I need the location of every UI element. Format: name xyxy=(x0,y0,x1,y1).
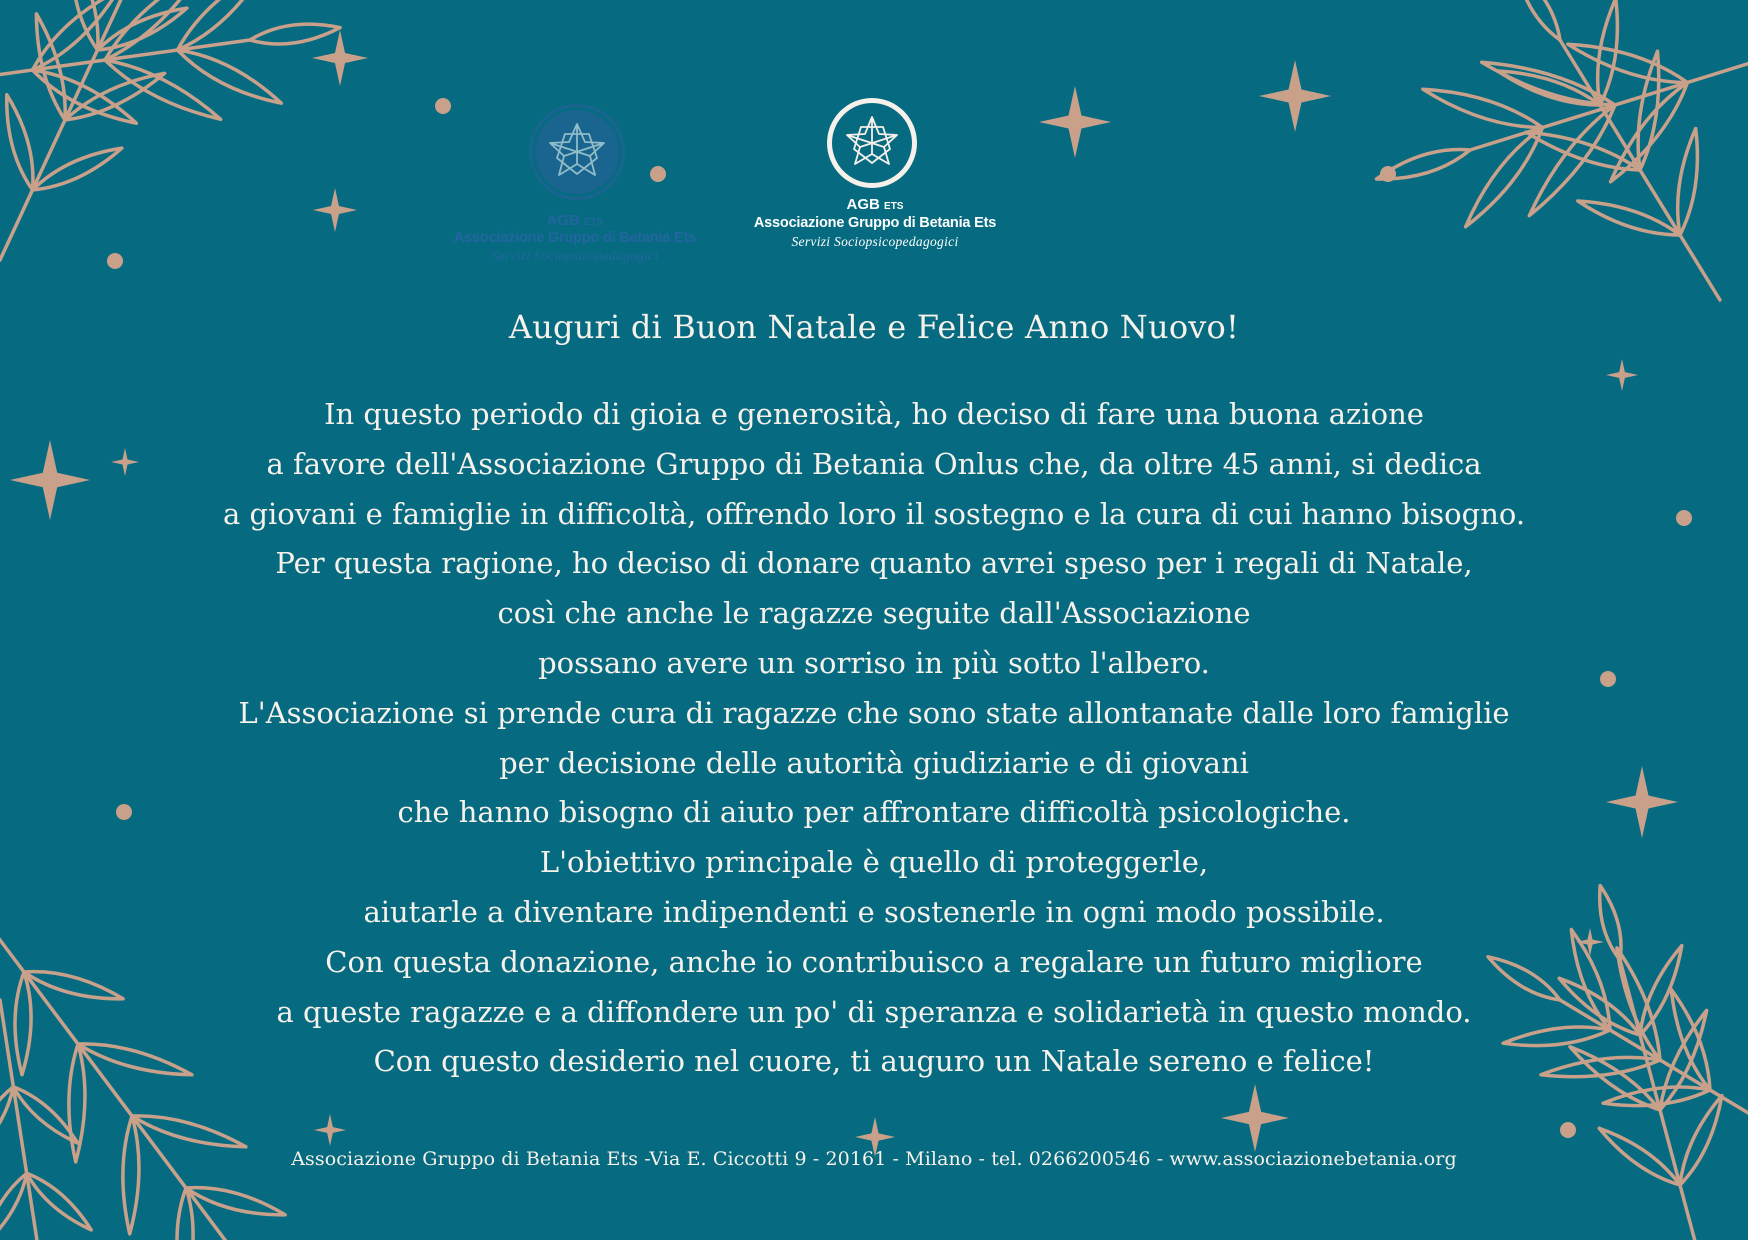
dot-icon xyxy=(1676,510,1692,526)
logo-subtitle: Servizi Sociopsicopedagogici xyxy=(491,248,659,263)
message-line: per decisione delle autorità giudiziarie e di giovani xyxy=(499,745,1249,780)
message-line: Con questo desiderio nel cuore, ti auguro un Natale sereno e felice! xyxy=(373,1044,1375,1079)
message-line: possano avere un sorriso in più sotto l'albero. xyxy=(538,645,1210,680)
leaf-branch-icon xyxy=(0,1000,91,1240)
logo-org-name: Associazione Gruppo di Betania Ets xyxy=(453,230,697,246)
logo-abbreviation: AGB ETS xyxy=(846,196,904,213)
dot-icon xyxy=(107,253,123,269)
message-line: così che anche le ragazze seguite dall'Associazione xyxy=(497,596,1251,631)
logo-ghost xyxy=(420,100,730,280)
sparkle-star-icon xyxy=(312,30,368,86)
message-line: aiutarle a diventare indipendenti e sostenerle in ogni modo possibile. xyxy=(363,894,1385,929)
sparkle-star-icon xyxy=(10,440,90,520)
logo-abbreviation: AGB ETS xyxy=(546,212,604,229)
sparkle-star-icon xyxy=(1606,359,1638,391)
message-line: L'Associazione si prende cura di ragazze che sono state allontanate dalle loro famiglie xyxy=(238,695,1510,730)
message-body xyxy=(120,390,1628,1087)
logo-org-name: Associazione Gruppo di Betania Ets xyxy=(753,215,997,231)
sparkle-star-icon xyxy=(1039,86,1111,158)
footer-contact: Associazione Gruppo di Betania Ets -Via E. Ciccotti 9 - 20161 - Milano - tel. 0266200546 - www.associazionebetania.org xyxy=(291,1148,1457,1170)
message-line: a queste ragazze e a diffondere un po' di speranza e solidarietà in questo mondo. xyxy=(276,994,1472,1029)
dot-icon xyxy=(1380,166,1396,182)
message-line: L'obiettivo principale è quello di proteggerle, xyxy=(539,845,1209,880)
logo-subtitle: Servizi Sociopsicopedagogici xyxy=(791,234,959,249)
message-line: Con questa donazione, anche io contribuisco a regalare un futuro migliore xyxy=(325,944,1423,979)
logo-main xyxy=(730,92,1020,282)
star-emblem-icon xyxy=(535,110,619,194)
star-emblem-glyph xyxy=(535,110,619,194)
message-line: a favore dell'Associazione Gruppo di Betania Onlus che, da oltre 45 anni, si dedica xyxy=(266,446,1482,481)
dot-icon xyxy=(1560,1122,1576,1138)
leaf-branch-icon xyxy=(0,0,340,123)
sparkle-star-icon xyxy=(1259,60,1331,132)
leaf-branch-icon xyxy=(0,0,187,260)
sparkle-star-icon xyxy=(1221,1084,1289,1152)
message-line: che hanno bisogno di aiuto per affrontare difficoltà psicologiche. xyxy=(397,795,1351,830)
star-emblem-glyph xyxy=(832,103,912,183)
greeting-title: Auguri di Buon Natale e Felice Anno Nuovo! xyxy=(508,308,1240,346)
message-line: In questo periodo di gioia e generosità, ho deciso di fare una buona azione xyxy=(324,397,1424,431)
message-line: a giovani e famiglie in difficoltà, offrendo loro il sostegno e la cura di cui hanno bisogno. xyxy=(222,496,1526,531)
sparkle-star-icon xyxy=(314,1114,346,1146)
sparkle-star-icon xyxy=(313,188,357,232)
star-emblem-icon xyxy=(827,98,917,188)
message-line: Per questa ragione, ho deciso di donare quanto avrei speso per i regali di Natale, xyxy=(275,546,1473,581)
